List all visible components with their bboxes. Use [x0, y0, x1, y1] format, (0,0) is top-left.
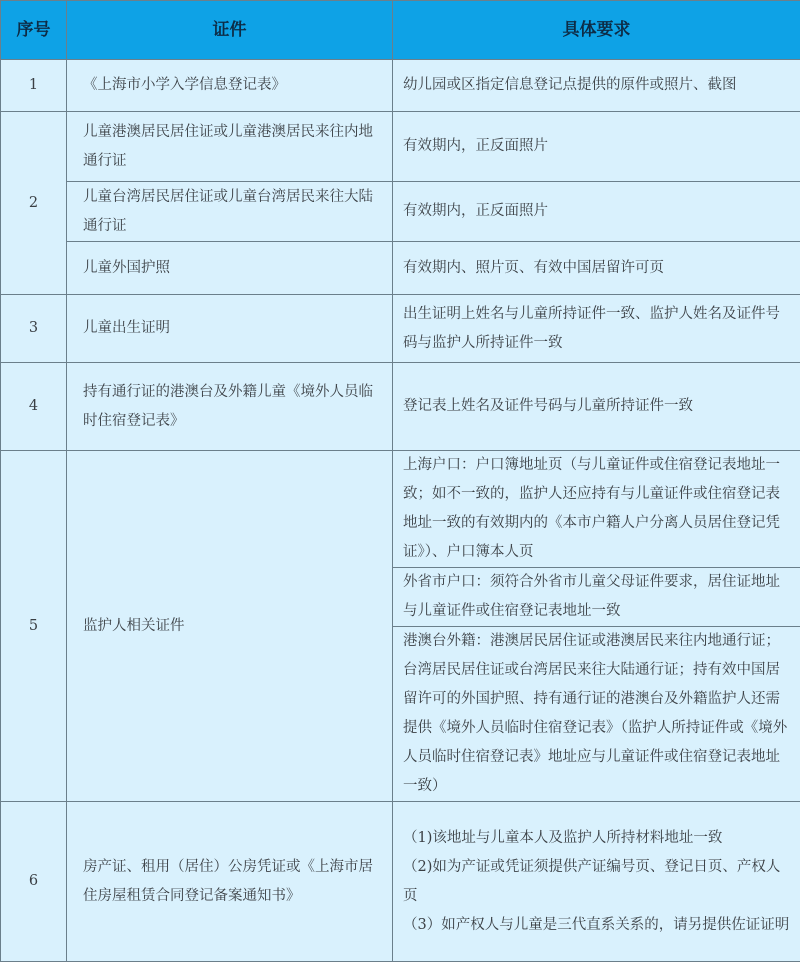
requirement-cell: 有效期内，正反面照片: [393, 182, 800, 242]
row-index: 2: [1, 112, 67, 295]
requirement-cell: 登记表上姓名及证件号码与儿童所持证件一致: [393, 363, 800, 451]
table-row: [1, 802, 800, 962]
row-index: 6: [1, 802, 67, 962]
document-cell: 《上海市小学入学信息登记表》: [67, 60, 393, 112]
row-index: 5: [1, 451, 67, 802]
document-cell: 儿童出生证明: [67, 295, 393, 363]
document-cell: 儿童港澳居民居住证或儿童港澳居民来往内地通行证: [67, 112, 393, 182]
requirement-line: （1)该地址与儿童本人及监护人所持材料地址一致: [403, 824, 794, 853]
requirement-cell-shanghai-hukou: 上海户口：户口簿地址页（与儿童证件或住宿登记表地址一致；如不一致的，监护人还应持有与儿童证件或住宿登记表地址一致的有效期内的《本市户籍人户分离人员居住登记凭证》）、户口簿本人页: [393, 451, 800, 568]
header-document: 证件: [67, 1, 393, 60]
table-header-row: [1, 1, 800, 60]
document-cell: 持有通行证的港澳台及外籍儿童《境外人员临时住宿登记表》: [67, 363, 393, 451]
row-index: 4: [1, 363, 67, 451]
requirement-line: （2)如为产证或凭证须提供产证编号页、登记日页、产权人页: [403, 853, 794, 911]
table-row: [1, 182, 800, 242]
document-cell: 房产证、租用（居住）公房凭证或《上海市居住房屋租赁合同登记备案通知书》: [67, 802, 393, 962]
requirement-cell: [393, 802, 800, 962]
table-row: [1, 363, 800, 451]
requirement-cell: 幼儿园或区指定信息登记点提供的原件或照片、截图: [393, 60, 800, 112]
table-row: [1, 242, 800, 295]
requirement-cell-other-province-hukou: 外省市户口：须符合外省市儿童父母证件要求，居住证地址与儿童证件或住宿登记表地址一致: [393, 568, 800, 627]
table-row: [1, 112, 800, 182]
document-cell: 监护人相关证件: [67, 451, 393, 802]
requirement-cell-hk-macao-taiwan-foreign: 港澳台外籍：港澳居民居住证或港澳居民来往内地通行证；台湾居民居住证或台湾居民来往大陆通行证；持有效中国居留许可的外国护照、持有通行证的港澳台及外籍监护人还需提供《境外人员临时住宿登记表》（监护人所持证件或《境外人员临时住宿登记表》地址应与儿童证件或住宿登记表地址一致）: [393, 627, 800, 802]
table-row: [1, 295, 800, 363]
row-index: 3: [1, 295, 67, 363]
requirement-cell: 有效期内，正反面照片: [393, 112, 800, 182]
document-cell: 儿童台湾居民居住证或儿童台湾居民来往大陆通行证: [67, 182, 393, 242]
row-index: 1: [1, 60, 67, 112]
table-row: [1, 451, 800, 568]
header-requirement: 具体要求: [393, 1, 800, 60]
document-cell: 儿童外国护照: [67, 242, 393, 295]
requirement-line: （3）如产权人与儿童是三代直系关系的，请另提供佐证证明: [403, 911, 794, 940]
table-row: [1, 60, 800, 112]
header-index: 序号: [1, 1, 67, 60]
requirement-cell: 有效期内、照片页、有效中国居留许可页: [393, 242, 800, 295]
requirement-cell: 出生证明上姓名与儿童所持证件一致、监护人姓名及证件号码与监护人所持证件一致: [393, 295, 800, 363]
